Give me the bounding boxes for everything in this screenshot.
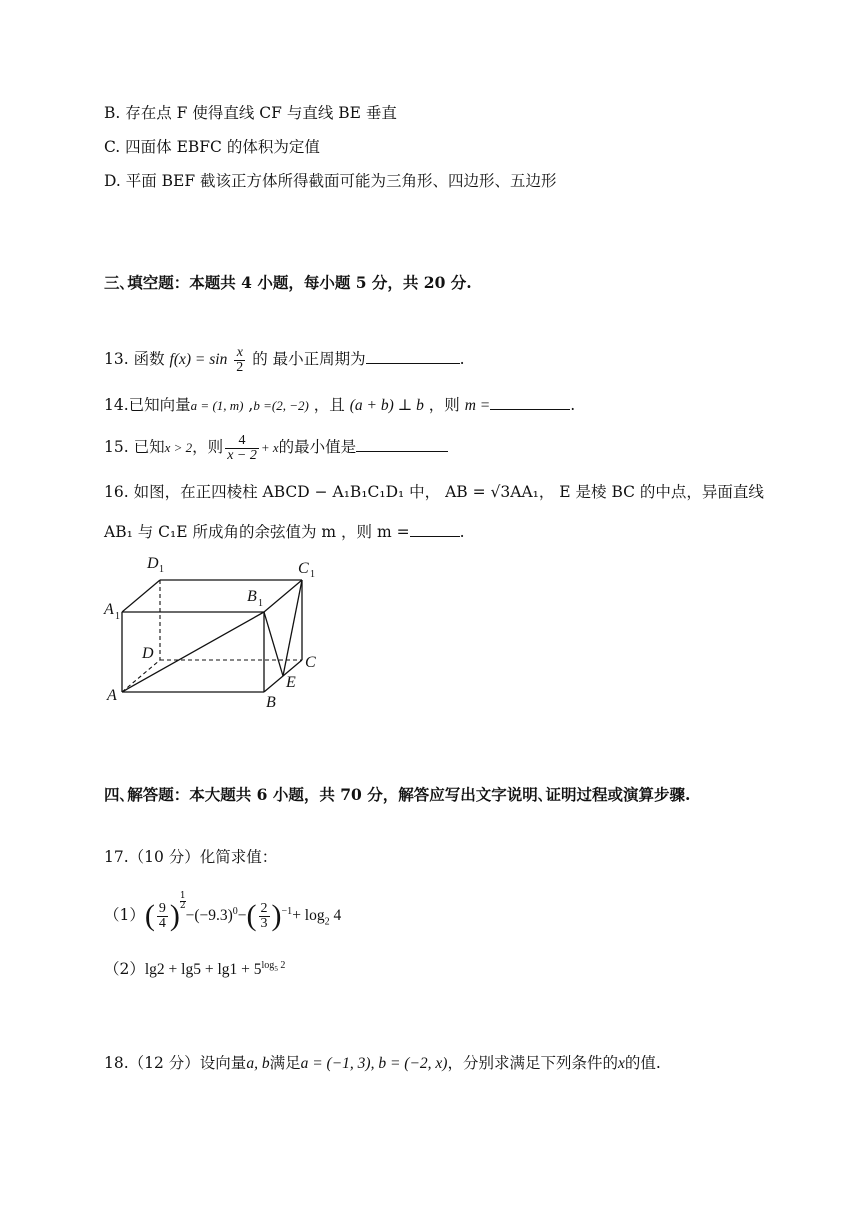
q14-text2: 且 — [329, 396, 345, 414]
q13-fraction — [234, 346, 245, 375]
question-17-head: 17.（10 分）化简求值： — [104, 848, 278, 866]
q16-line1: 如图，在正四棱柱 ABCD − A₁B₁C₁D₁ 中， AB = √3AA₁， E 是棱 BC 的中点，异面直线 — [133, 483, 764, 501]
question-18 — [104, 1052, 661, 1075]
q14-vector-b: b =(2, −2) — [253, 398, 309, 413]
q16-answer-blank[interactable] — [410, 520, 460, 537]
q18-text2: ，分别求满足下列条件的 — [447, 1054, 618, 1072]
q13-text2: 的 最小正周期为 — [252, 350, 366, 368]
q13-function: f(x) = sin — [169, 351, 228, 368]
label-d: D — [142, 645, 154, 662]
q13-frac-den: 2 — [236, 359, 244, 375]
question-17-part1 — [104, 890, 341, 934]
q17-exp-den: 2 — [179, 901, 186, 911]
q18-head: 18.（12 分）设向量 — [104, 1054, 247, 1072]
q13-frac-num: x — [234, 346, 245, 361]
q17-fraction-2-3 — [259, 902, 270, 931]
q17-minus: − — [237, 907, 247, 925]
q16-number: 16. — [104, 483, 129, 501]
q17-exp-zero: 0 — [232, 906, 238, 917]
option-c: C. 四面体 EBFC 的体积为定值 — [104, 138, 320, 156]
q13-number: 13. — [104, 350, 129, 368]
right-paren-2: ) — [271, 899, 282, 933]
q17-f1-num: 9 — [158, 900, 166, 916]
q17-f2-den: 3 — [260, 915, 268, 931]
q17-exp-neg1: −1 — [281, 906, 293, 917]
q15-text: 已知 — [133, 438, 165, 456]
edge-a1d1 — [122, 580, 160, 612]
label-b: B — [266, 694, 276, 711]
label-a1: A — [104, 601, 114, 618]
q15-answer-blank[interactable] — [356, 435, 448, 452]
q14-answer-blank[interactable] — [490, 393, 570, 410]
q16-end: . — [459, 523, 465, 541]
option-b: B. 存在点 F 使得直线 CF 与直线 BE 垂直 — [104, 104, 397, 122]
question-16-line2 — [104, 520, 465, 543]
q17-p2-expr: lg2 + lg5 + lg1 + 5 — [144, 961, 262, 979]
segment-b1e — [264, 612, 283, 676]
q17-f2-num: 2 — [260, 900, 268, 916]
q15-frac-den: x − 2 — [227, 447, 257, 463]
prism-figure — [100, 550, 340, 720]
question-14: 14.已知向量a = (1, m) ,b =(2, −2) ，且 (a + b) ⊥ b ，则 m = . — [104, 393, 575, 417]
q15-condition: x > 2 — [164, 440, 193, 455]
q15-number: 15. — [104, 438, 129, 456]
question-13 — [104, 340, 465, 379]
left-paren: ( — [144, 899, 155, 933]
q17-p2-label: （2） — [104, 960, 145, 979]
q15-frac-num: 4 — [225, 434, 259, 449]
q14-text: 已知向量 — [128, 396, 191, 414]
q17-log-arg: 4 — [329, 907, 342, 925]
q14-condition: (a + b) ⊥ b — [349, 397, 424, 414]
q15-text3: 的最小值是 — [278, 438, 357, 456]
label-c: C — [305, 654, 316, 671]
q17-mid: −(−9.3) — [185, 907, 233, 925]
q15-fraction — [225, 434, 259, 463]
left-paren-2: ( — [246, 899, 257, 933]
label-e: E — [286, 674, 296, 691]
q17-log-base: 2 — [324, 916, 330, 928]
q13-answer-blank[interactable] — [366, 347, 460, 364]
q18-var: x — [617, 1055, 625, 1072]
q18-text1: 满足 — [269, 1054, 301, 1072]
right-paren: ) — [169, 899, 180, 933]
label-a: A — [107, 687, 117, 704]
label-a1-sub: 1 — [115, 611, 120, 622]
question-17-part2 — [104, 955, 285, 981]
option-d: D. 平面 BEF 截该正方体所得截面可能为三角形、四边形、五边形 — [104, 172, 557, 190]
q17-p1-label: （1） — [104, 906, 145, 925]
q14-vector-a: a = (1, m) — [190, 398, 244, 413]
q17-exp-num: 1 — [179, 891, 186, 901]
q14-end: . — [570, 396, 576, 414]
section4-heading: 四､解答题：本大题共 6 小题，共 70 分，解答应写出文字说明､证明过程或演算步骤. — [104, 785, 691, 804]
q18-text3: 的值. — [624, 1054, 661, 1072]
q18-condition: a = (−1, 3), b = (−2, x) — [300, 1055, 448, 1072]
q17-f1-den: 4 — [158, 915, 166, 931]
section3-heading: 三､填空题：本题共 4 小题，每小题 5 分，共 20 分. — [104, 273, 472, 292]
label-b1: B — [247, 588, 257, 605]
label-d1-sub: 1 — [159, 564, 164, 575]
q17-p2-exp-arg: 2 — [277, 960, 286, 971]
label-d1: D — [147, 555, 159, 572]
q17-p2-exp-base: 5 — [274, 965, 278, 973]
label-b1-sub: 1 — [258, 598, 263, 609]
question-16 — [104, 481, 764, 503]
q17-fraction-9-4 — [157, 902, 168, 931]
q17-p2-exp-log: log — [261, 960, 275, 971]
q13-text: 函数 — [133, 350, 165, 368]
q15-text2: 则 — [207, 438, 224, 456]
q17-p2-exp — [262, 960, 286, 971]
question-15: 15. 已知x > 2，则 $\frac{4}{x - 2}$ + x的最小值是 — [104, 428, 448, 467]
label-c1-sub: 1 — [310, 569, 315, 580]
q14-text3: 则 — [444, 396, 460, 414]
hidden-edge-ad — [122, 660, 160, 692]
q14-number: 14. — [104, 396, 129, 414]
q15-plus-x: + x — [260, 440, 279, 455]
q16-line2: AB₁ 与 C₁E 所成角的余弦值为 m ，则 m = — [104, 523, 410, 541]
q17-log: + log — [292, 907, 325, 925]
q13-end: . — [459, 350, 465, 368]
label-c1: C — [298, 560, 309, 577]
q18-vectors: a, b — [246, 1055, 270, 1072]
q14-var: m = — [464, 397, 491, 414]
